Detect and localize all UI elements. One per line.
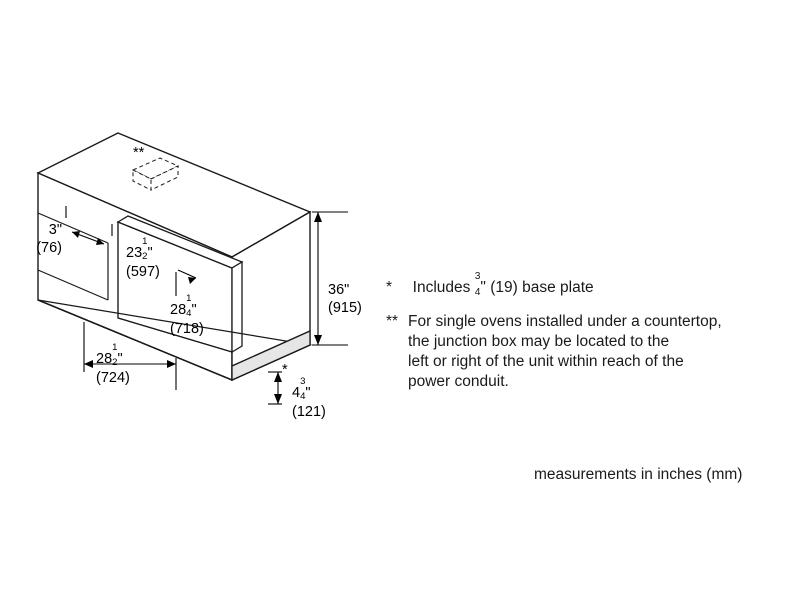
note1-unit: " [480,279,486,297]
dim-3in-mm: (76) [36,240,62,256]
dim-28half-mm: (724) [96,369,130,386]
note1-fraction-den: 4 [474,287,481,299]
dim-28quarter-unit: " [191,301,197,318]
dim-base-den: 4 [300,391,306,403]
note2-line2: the junction box may be located to the [408,333,670,350]
dim-28half-num: 1 [112,341,118,353]
dim-28half-label [96,341,130,387]
dim-28quarter-den: 4 [186,308,192,320]
note2-line1: For single ovens installed under a countertop, [408,313,722,330]
dim-23half-label [126,235,160,281]
dim-28quarter-mm: (718) [170,320,204,337]
dim-28quarter-whole: 28 [170,301,187,318]
note-base-plate [386,270,594,299]
dim-3in-inches: 3" [48,222,62,238]
note1-text-after: (19) base plate [490,279,594,297]
dim-base-mm: (121) [292,403,326,420]
dim-23half-whole: 23 [126,244,143,261]
note2-line4: power conduit. [408,373,509,390]
dim-23half-mm: (597) [126,263,160,280]
base-plate-callout: * [282,362,288,378]
dim-base-num: 3 [300,375,306,387]
dim-23half-den: 2 [142,251,148,263]
dim-28half-unit: " [117,350,123,367]
note-junction-box [386,312,786,392]
dim-28quarter-num: 1 [186,292,192,304]
note1-text-before: Includes [412,279,471,297]
note2-line3: left or right of the unit within reach of the [408,353,684,370]
note1-fraction-num: 3 [474,270,481,282]
dim-23half-num: 1 [142,235,148,247]
dim-base-unit: " [305,384,311,401]
dim-base-label [292,375,326,421]
dim-23half-unit: " [147,244,153,261]
junction-box-callout: ** [133,145,145,161]
dim-28half-whole: 28 [96,350,113,367]
dim-36-inches: 36" [328,282,350,298]
dim-28half-den: 2 [112,357,118,369]
measurement-units-label: measurements in inches (mm) [534,466,743,483]
dim-base-whole: 4 [292,384,301,401]
note2-marker: ** [386,313,399,330]
note1-marker: * [386,279,393,297]
dim-36-mm: (915) [328,300,362,316]
dim-28quarter-label [170,292,204,338]
dim-36-extension [312,212,348,345]
